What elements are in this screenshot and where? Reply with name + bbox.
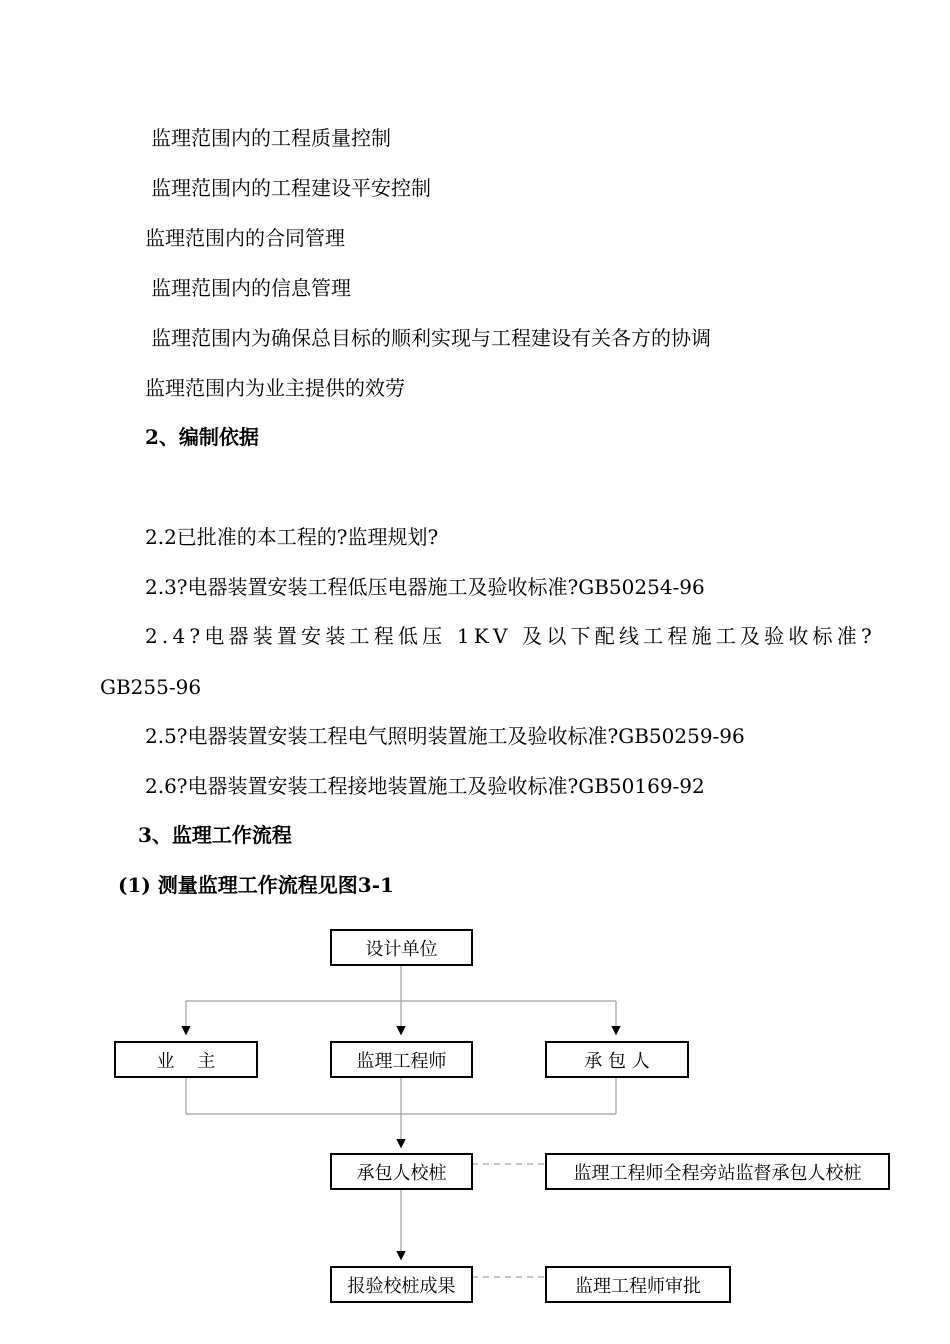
node-supervising-engineer: 监理工程师 bbox=[330, 1041, 473, 1078]
basis-item-2-4: 2.4?电器装置安装工程低压 1KV 及以下配线工程施工及验收标准? bbox=[145, 624, 876, 648]
subsection-heading-survey: (1) 测量监理工作流程见图3-1 bbox=[118, 873, 394, 897]
node-supervise-note: 监理工程师全程旁站监督承包人校桩 bbox=[545, 1153, 890, 1190]
node-contractor: 承 包 人 bbox=[545, 1041, 689, 1078]
basis-item-2-6: 2.6?电器装置安装工程接地装置施工及验收标准?GB50169-92 bbox=[145, 774, 705, 798]
scope-item-coordination: 监理范围内为确保总目标的顺利实现与工程建设有关各方的协调 bbox=[151, 326, 711, 350]
scope-item-safety: 监理范围内的工程建设平安控制 bbox=[151, 176, 431, 200]
node-design-unit: 设计单位 bbox=[330, 929, 473, 966]
node-inspection-result: 报验校桩成果 bbox=[330, 1266, 473, 1303]
section-heading-basis: 2、编制依据 bbox=[145, 425, 259, 449]
scope-item-information: 监理范围内的信息管理 bbox=[151, 276, 351, 300]
node-approval: 监理工程师审批 bbox=[545, 1266, 731, 1303]
basis-item-2-2: 2.2已批准的本工程的?监理规划? bbox=[145, 525, 439, 549]
node-contractor-stakeout: 承包人校桩 bbox=[330, 1153, 473, 1190]
node-owner: 业 主 bbox=[114, 1041, 258, 1078]
section-heading-workflow: 3、监理工作流程 bbox=[138, 823, 292, 847]
basis-item-2-3: 2.3?电器装置安装工程低压电器施工及验收标准?GB50254-96 bbox=[145, 575, 705, 599]
basis-item-2-4-code: GB255-96 bbox=[100, 675, 202, 699]
scope-item-contract: 监理范围内的合同管理 bbox=[145, 226, 345, 250]
basis-item-2-5: 2.5?电器装置安装工程电气照明装置施工及验收标准?GB50259-96 bbox=[145, 724, 745, 748]
scope-item-quality: 监理范围内的工程质量控制 bbox=[151, 126, 391, 150]
scope-item-service: 监理范围内为业主提供的效劳 bbox=[145, 376, 405, 400]
